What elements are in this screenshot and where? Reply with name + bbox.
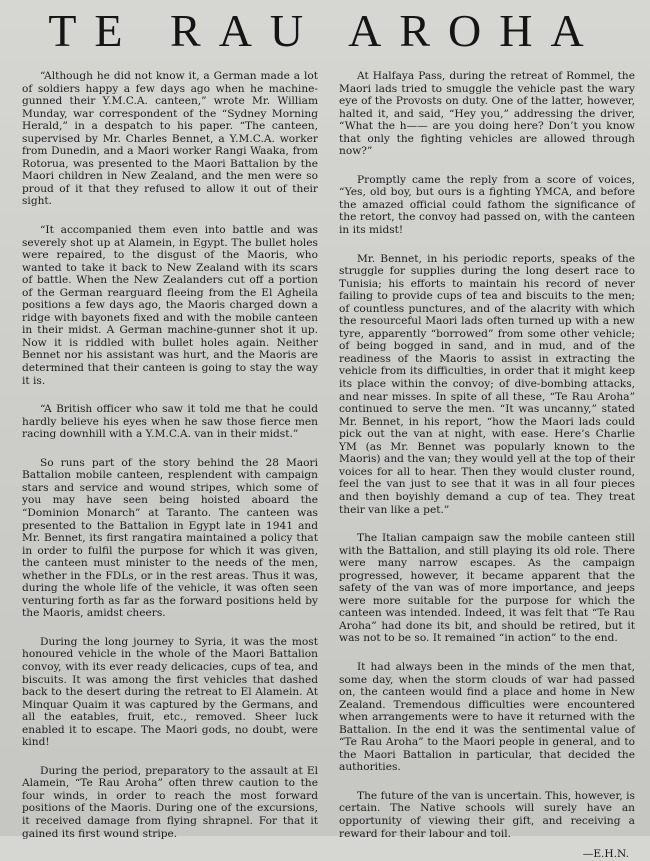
- paragraph: “It accompanied them even into battle and was severely shot up at Alamein, in Egypt. The bullet holes were repaired, to the disgust of the Maoris, who wanted to take it back to New Zealand with its scars of battle. When the New Zealanders cut off a portion of the German rearguard fleeing from the El Agheila positions a few days ago, the Maoris charged down a ridge with bayonets fixed and with the mobile canteen in their midst. A German machine-gunner shot it up. Now it is riddled with bullet holes again. Neither Bennet nor his assistant was hurt, and the Maoris are determined that their canteen is going to stay the way it is.: [22, 224, 318, 387]
- left-column: [22, 70, 318, 856]
- article-title: TE RAU AROHA: [48, 5, 602, 56]
- paragraph: During the long journey to Syria, it was the most honoured vehicle in the whole of the Maori Battalion convoy, with its ever ready delicacies, cups of tea, and biscuits. It was among the first vehicles that dashed back to the desert during the retreat to El Alamein. At Minquar Quaim it was captured by the Germans, and all the eatables, fruit, etc., removed. Sheer luck enabled it to escape. The Maori gods, no doubt, were kind!: [22, 635, 318, 749]
- paragraph: It had always been in the minds of the men that, some day, when the storm clouds of war had passed on, the canteen would find a place and home in New Zealand. Tremendous difficulties were encountered when arrangements were to have it returned with the Battalion. In the end it was the sentimental value of “Te Rau Aroha” to the Maori people in general, and to the Maori Battalion in particular, that decided the authorities.: [339, 660, 635, 774]
- paragraph: So runs part of the story behind the 28 Maori Battalion mobile canteen, resplendent with campaign stars and service and wound stripes, which some of you may have seen being hoisted aboard the “Dominion Monarch” at Taranto. The canteen was presented to the Battalion in Egypt late in 1941 and Mr. Bennet, its first rangatira maintained a policy that in order to fulfil the purpose for which it was given, the canteen must minister to the needs of the men, whether in the FDLs, or in the rest areas. Thus it was, during the whole life of the vehicle, it was often seen venturing forth as far as the forward positions held by the Maoris, amidst cheers.: [22, 456, 318, 620]
- paragraph: “A British officer who saw it told me that he could hardly believe his eyes when he saw those fierce men racing downhill with a Y.M.C.A. van in their midst.”: [22, 403, 318, 441]
- paragraph: Mr. Bennet, in his periodic reports, speaks of the struggle for supplies during the long desert race to Tunisia; his efforts to maintain his record of never failing to provide cups of tea and biscuits to the men; of countless punctures, and of the alacrity with which the resourceful Maori lads often turned up with a new tyre, apparently “borrowed” from some other vehicle; of being bogged in sand, and in mud, and of the readiness of the Maoris to assist in extracting the vehicle from its difficulties, in order that it might keep its place within the convoy; of dive-bombing attacks, and near misses. In spite of all these, “Te Rau Aroha” continued to serve the men. “It was uncanny,” stated Mr. Bennet, in his report, “how the Maori lads could pick out the van at night, with ease. Here’s Charlie YM (as Mr. Bennet was popularly known to the Maoris) and the van; they would yell at the top of their voices for all to hear. Then they would cluster round, feel the van just to see that it was in all four pieces and then boyishly demand a cup of tea. They treat their van like a pet.”: [339, 252, 635, 516]
- paragraph: Promptly came the reply from a score of voices, “Yes, old boy, but ours is a fighting YMCA, and before the amazed official could fathom the significance of the retort, the convoy had passed on, with the canteen in its midst!: [339, 173, 635, 237]
- author-signature: —E.H.N.: [582, 848, 629, 861]
- paragraph: The Italian campaign saw the mobile canteen still with the Battalion, and still playing its old role. There were many narrow escapes. As the campaign progressed, however, it became apparent that the safety of the van was of more importance, and jeeps were more suitable for the purpose for which the canteen was intended. Indeed, it was felt that “Te Rau Aroha” had done its bit, and should be retired, but it was not to be so. It remained “in action” to the end.: [339, 532, 635, 645]
- paragraph: At Halfaya Pass, during the retreat of Rommel, the Maori lads tried to smuggle the vehicle past the wary eye of the Provosts on duty. One of the latter, however, halted it, and said, “Hey you,” addressing the driver, “What the h—— are you doing here? Don’t you know that only the fighting vehicles are allowed through now?”: [339, 70, 635, 158]
- paragraph: During the period, preparatory to the assault at El Alamein, “Te Rau Aroha” often threw caution to the four winds, in order to reach the most forward positions of the Maoris. During one of the excursions, it received damage from flying shrapnel. For that it gained its first wound stripe.: [22, 764, 318, 840]
- paragraph: “Although he did not know it, a German made a lot of soldiers happy a few days ago when he machine-gunned their Y.M.C.A. canteen,” wrote Mr. William Munday, war correspondent of the “Sydney Morning Herald,” in a despatch to his paper. “The canteen, supervised by Mr. Charles Bennet, a Y.M.C.A. worker from Dunedin, and a Maori worker Rangi Waaka, from Rotorua, was presented to the Maori Battalion by the Maori children in New Zealand, and the men were so proud of it that they refused to allow it out of their sight.: [22, 70, 318, 208]
- right-column: [339, 70, 635, 861]
- paragraph: The future of the van is uncertain. This, however, is certain. The Native schools will surely have an opportunity of viewing their gift, and receiving a reward for their labour and toil.: [339, 789, 635, 840]
